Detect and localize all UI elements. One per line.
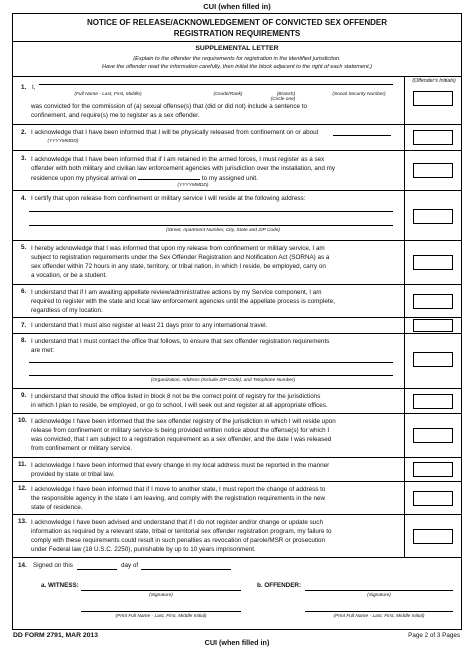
initials-box-3[interactable]: [413, 163, 453, 178]
section-9-text: [31, 392, 403, 410]
section-4-text: I certify that upon release from confinement or military service I will reside at the following address:: [31, 195, 306, 202]
initials-column-label: (Offender's Initials): [412, 78, 456, 84]
section-12-text: [31, 485, 403, 512]
witness-print-name-field[interactable]: [81, 604, 241, 612]
initials-box-12[interactable]: [413, 491, 453, 506]
supplemental-instruction-2: Have the offender read the information carefully, then initial the block adjacent to the right of each statement.): [101, 64, 373, 71]
signed-month-field[interactable]: [141, 562, 231, 570]
offender-signature-caption: (Signature): [367, 593, 391, 598]
section-7-text: I understand that I must also register at least 21 days prior to any international travel.: [31, 322, 268, 329]
initials-box-9[interactable]: [413, 394, 453, 409]
offender-print-name-field[interactable]: [305, 604, 453, 612]
witness-signature-field[interactable]: [81, 583, 241, 591]
section-4-address-caption: (Street, Apartment Number, City, State and ZIP Code): [166, 228, 280, 233]
section-6-number: 6.: [21, 288, 27, 295]
section-1-number: 1.: [21, 84, 27, 91]
supplemental-instruction-1: (Explain to the offender the requirements for registration in the identified jurisdiction.: [133, 56, 341, 63]
section-5-text-line-4: a vocation, or be a student.: [31, 272, 107, 279]
offender-print-caption: (Print Full Name - Last, First, Middle Initial): [333, 614, 425, 619]
caption-circle-one: (Circle one): [270, 97, 296, 102]
section-9-number: 9.: [21, 392, 27, 399]
section-6-text-line-3: regardless of my location.: [31, 307, 103, 314]
office-line-2[interactable]: [29, 375, 393, 376]
section-1-identity-line[interactable]: [39, 84, 393, 85]
section-7-number: 7.: [21, 322, 27, 329]
supplemental-heading: SUPPLEMENTAL LETTER: [195, 45, 279, 52]
section-8-text-line-1: I understand that I must contact the office that follows, to ensure that sex offender registration requirements: [31, 338, 330, 345]
section-13-number: 13.: [18, 518, 27, 525]
section-8-office-caption: (Organization, Address (Include ZIP Code), and Telephone Number): [150, 378, 296, 383]
section-11-number: 11.: [18, 461, 27, 468]
section-1-text-line-1: was convicted for the commission of (a) sexual offense(s) that (did or did not) include a sentence to: [31, 103, 308, 110]
section-4-number: 4.: [21, 195, 27, 202]
section-8: [13, 334, 461, 389]
section-5-text-line-2: subject to registration requirements under the Sex Offender Registration and Notification Act (SORNA) as a: [31, 254, 330, 261]
day-of-label: day of: [121, 562, 139, 569]
signed-on-label: Signed on this: [33, 562, 73, 569]
section-10-text: [31, 417, 403, 453]
section-11-text-line-1: I acknowledge I have been informed that every change in my local address must be reported in the manner: [31, 462, 330, 469]
section-3-text-line-3: [31, 173, 403, 183]
initials-box-5[interactable]: [413, 255, 453, 270]
section-11-text: [31, 461, 403, 479]
cui-footer: CUI (when filled in): [204, 638, 270, 647]
release-date-field[interactable]: [333, 129, 391, 136]
section-9-text-line-2: in which I plan to reside, be employed, or go to school, I will seek out and register at all appropriate offices.: [31, 402, 328, 409]
section-9: [13, 389, 461, 414]
form-frame: [12, 13, 462, 630]
section-10: [13, 414, 461, 458]
arrival-date-field[interactable]: [138, 173, 200, 180]
section-5-text-line-1: I hereby acknowledge that I was informed that upon my release from confinement or military service, I am: [31, 245, 325, 252]
section-8-text: [31, 337, 403, 355]
caption-ssn: (Social Security Number): [332, 92, 386, 97]
initials-column-divider: [404, 482, 405, 514]
initials-column-divider: [404, 191, 405, 240]
cui-header: CUI (when filled in): [203, 2, 271, 11]
section-13-text: [31, 518, 403, 554]
section-13-text-line-3: comply with these requirements could result in such penalties as revocation of parole/MSR or prosecution: [31, 537, 326, 544]
section-10-text-line-4: from confinement or military service.: [31, 445, 133, 452]
signed-day-field[interactable]: [77, 562, 117, 570]
initials-box-8[interactable]: [413, 352, 453, 367]
title-line-1: NOTICE OF RELEASE/ACKNOWLEDGEMENT OF CONVICTED SEX OFFENDER: [86, 18, 387, 27]
section-14-number: 14.: [18, 562, 27, 569]
form-title: [13, 14, 461, 42]
initials-column-divider: [404, 241, 405, 284]
section-13-text-line-2: information as required by a relevant state, tribal or territorial sex offender registration program, my failure to: [31, 528, 332, 535]
initials-box-4[interactable]: [413, 209, 453, 224]
initials-column-divider: [404, 414, 405, 457]
section-10-number: 10.: [18, 417, 27, 424]
supplemental-section: [13, 42, 461, 77]
section-7: [13, 318, 461, 334]
section-2-text: I acknowledge that I have been informed that I will be physically released from confinement on or about: [31, 129, 319, 136]
section-10-text-line-2: release from confinement or military service is being provided written notice about the offense(s) for which I: [31, 427, 330, 434]
initials-column-divider: [404, 285, 405, 317]
initials-box-13[interactable]: [413, 529, 453, 544]
section-11: [13, 458, 461, 482]
section-2-number: 2.: [21, 129, 27, 136]
initials-box-1[interactable]: [413, 91, 453, 106]
initials-column-divider: [404, 334, 405, 388]
section-10-text-line-1: I acknowledge I have been informed that the sex offender registry of the jurisdiction in which I will reside upon: [31, 418, 336, 425]
section-12-number: 12.: [18, 485, 27, 492]
initials-box-7[interactable]: [413, 319, 453, 332]
caption-full-name: (Full Name - Last, First, Middle): [74, 92, 142, 97]
section-5-text: [31, 244, 403, 280]
section-1-lead: I,: [32, 84, 36, 91]
section-12: [13, 482, 461, 515]
address-line-2[interactable]: [29, 225, 393, 226]
offender-signature-field[interactable]: [305, 583, 453, 591]
initials-column-divider: [404, 151, 405, 190]
section-5: [13, 241, 461, 285]
section-3-text-3b: to my assigned unit.: [201, 175, 258, 182]
section-2: [13, 125, 461, 151]
initials-column-divider: [404, 515, 405, 557]
section-3-text-line-2: offender with both military and civilian law enforcement agencies with jurisdiction over the installation, and my: [31, 165, 336, 172]
section-4: [13, 191, 461, 241]
caption-branch: (Branch): [276, 92, 296, 97]
section-13-text-line-4: under Federal law (18 U.S.C. 2250), punishable by up to 10 years imprisonment.: [31, 546, 256, 553]
section-3: [13, 151, 461, 191]
address-line-1[interactable]: [29, 211, 393, 212]
section-3-date-caption: (YYYYMMDD): [177, 183, 209, 188]
section-5-text-line-3: sex offender within 72 hours in any state, territory, or tribal nation, in which I reside, be employed, carry on: [31, 263, 326, 270]
section-12-text-line-3: state of residence.: [31, 504, 83, 511]
initials-box-2[interactable]: [413, 130, 453, 145]
section-10-text-line-3: was convicted, that I am subject to a registration requirement as a sex offender, and the date I was released: [31, 436, 332, 443]
section-6: [13, 285, 461, 318]
witness-print-caption: (Print Full Name - Last, First, Middle Initial): [115, 614, 207, 619]
section-13: [13, 515, 461, 558]
section-3-text: [31, 155, 403, 183]
initials-box-10[interactable]: [413, 428, 453, 443]
section-5-number: 5.: [21, 244, 27, 251]
initials-column-divider: [404, 125, 405, 150]
section-8-text-line-2: are met:: [31, 347, 55, 354]
offender-label: b. OFFENDER:: [257, 582, 302, 589]
section-6-text: [31, 288, 403, 315]
section-9-text-line-1: I understand that should the office listed in block 8 not be the correct point of registry for the jurisdictions: [31, 393, 321, 400]
section-1-text-line-2: confinement, and require(s) me to register as a sex offender.: [31, 112, 200, 119]
section-6-text-line-2: required to register with the state and local law enforcement agencies until the appellate process is complete,: [31, 298, 335, 305]
section-2-date-caption: (YYYYMMDD): [47, 139, 79, 144]
title-line-2: REGISTRATION REQUIREMENTS: [173, 29, 301, 38]
witness-label: a. WITNESS:: [41, 582, 79, 589]
section-3-text-line-1: I acknowledge that I have been informed that if I am retained in the armed forces, I must register as a sex: [31, 156, 325, 163]
witness-signature-caption: (Signature): [149, 593, 173, 598]
section-14: [13, 558, 461, 623]
section-1-text: [31, 102, 403, 120]
caption-grade-rank: (Grade/Rank): [213, 92, 243, 97]
initials-box-11[interactable]: [413, 462, 453, 477]
section-13-text-line-1: I acknowledge I have been advised and understand that if I do not register and/or change or update such: [31, 519, 323, 526]
section-12-text-line-1: I acknowledge I have been informed that if I move to another state, I must report the change of address to: [31, 486, 326, 493]
initials-column-divider: [404, 458, 405, 481]
office-line-1[interactable]: [29, 362, 393, 363]
section-3-text-3a: residence upon my physical arrival on: [31, 175, 137, 182]
section-8-number: 8.: [21, 337, 27, 344]
initials-box-6[interactable]: [413, 294, 453, 309]
initials-column-divider: [404, 389, 405, 413]
initials-column-divider: [404, 318, 405, 333]
section-6-text-line-1: I understand that if I am awaiting appellate review/administrative actions by my Service component, I am: [31, 289, 322, 296]
page-number: Page 2 of 3 Pages: [408, 632, 460, 639]
section-11-text-line-2: provided by state or tribal law.: [31, 471, 115, 478]
section-3-number: 3.: [21, 155, 27, 162]
section-1: [13, 77, 461, 125]
form-identifier: DD FORM 2791, MAR 2013: [13, 632, 98, 639]
section-12-text-line-2: the responsible agency in the state I am leaving, and comply with the registration requirements in the new: [31, 495, 326, 502]
